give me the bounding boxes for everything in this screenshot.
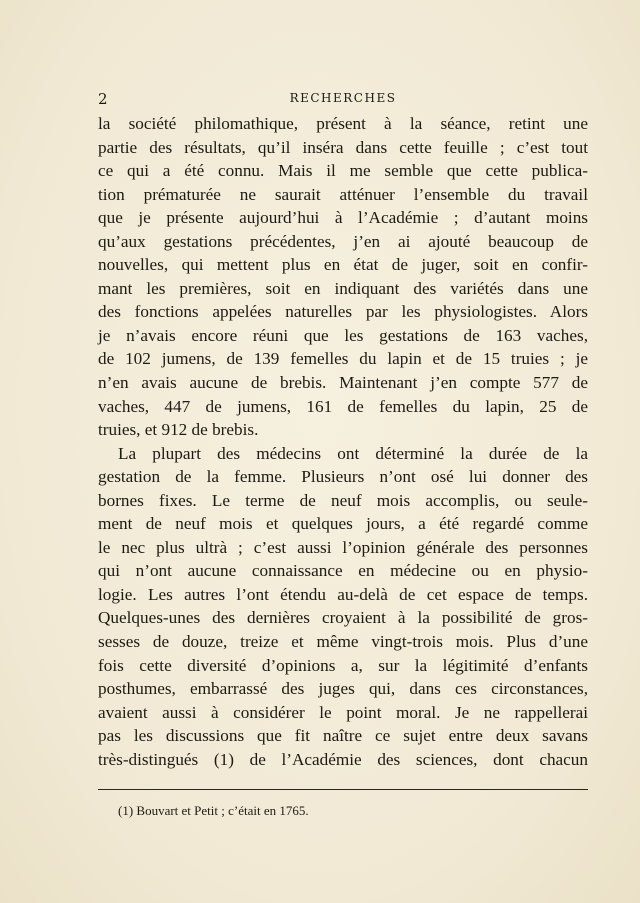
- text-line: bornes fixes. Le terme de neuf mois accomplis, ou seule-: [98, 490, 588, 510]
- text-line: Quelques-unes des dernières croyaient à la possibilité de gros-: [98, 608, 588, 628]
- text-line: logie. Les autres l’ont étendu au-delà de cet espace de temps.: [98, 584, 588, 604]
- footnote-rule: [98, 789, 588, 790]
- text-line: qu’aux gestations précédentes, j’en ai ajouté beaucoup de: [98, 231, 588, 251]
- text-line: gestation de la femme. Plusieurs n’ont osé lui donner des: [98, 467, 588, 487]
- text-line: pas les discussions que fit naître ce sujet entre deux savans: [98, 726, 588, 746]
- text-line: La plupart des médecins ont déterminé la durée de la: [118, 443, 588, 463]
- footnote: (1) Bouvart et Petit ; c’était en 1765.: [118, 803, 309, 818]
- text-line: vaches, 447 de jumens, 161 de femelles du lapin, 25 de: [98, 396, 588, 416]
- text-line: qui n’ont aucune connaissance en médecine ou en physio-: [98, 561, 588, 581]
- text-line: partie des résultats, qu’il inséra dans cette feuille ; c’est tout: [98, 137, 588, 157]
- text-line: nouvelles, qui mettent plus en état de juger, soit en confir-: [98, 255, 588, 275]
- text-line: ment de neuf mois et quelques jours, a été regardé comme: [98, 514, 588, 534]
- text-line: le nec plus ultrà ; c’est aussi l’opinion générale des personnes: [98, 537, 588, 557]
- text-line: avaient aussi à considérer le point moral. Je ne rappellerai: [98, 702, 588, 722]
- body-text: [98, 112, 588, 771]
- text-line: de 102 jumens, de 139 femelles du lapin et de 15 truies ; je: [98, 349, 588, 369]
- text-line: je n’avais encore réuni que les gestations de 163 vaches,: [98, 325, 588, 345]
- text-line: la société philomathique, présent à la séance, retint une: [98, 114, 588, 133]
- text-line: mant les premières, soit en indiquant des variétés dans une: [98, 278, 588, 298]
- text-line: que je présente aujourd’hui à l’Académie ; d’autant moins: [98, 208, 588, 228]
- text-line: posthumes, embarrassé des juges qui, dans ces circonstances,: [98, 679, 588, 699]
- page-header: [98, 90, 588, 108]
- text-line: des fonctions appelées naturelles par les physiologistes. Alors: [98, 302, 588, 322]
- text-line: sesses de douze, treize et même vingt-trois mois. Plus d’une: [98, 632, 588, 652]
- text-line: ce qui a été connu. Mais il me semble que cette publica-: [98, 161, 588, 181]
- text-line: truies, et 912 de brebis.: [98, 420, 259, 440]
- text-line: n’en avais aucune de brebis. Maintenant j’en compte 577 de: [98, 373, 588, 393]
- text-line: fois cette diversité d’opinions a, sur la légitimité d’enfants: [98, 655, 588, 675]
- running-head: RECHERCHES: [289, 91, 397, 105]
- text-line: tion prématurée ne saurait atténuer l’ensemble du travail: [98, 184, 588, 204]
- page-number: 2: [98, 90, 108, 108]
- text-line: très-distingués (1) de l’Académie des sciences, dont chacun: [98, 749, 588, 769]
